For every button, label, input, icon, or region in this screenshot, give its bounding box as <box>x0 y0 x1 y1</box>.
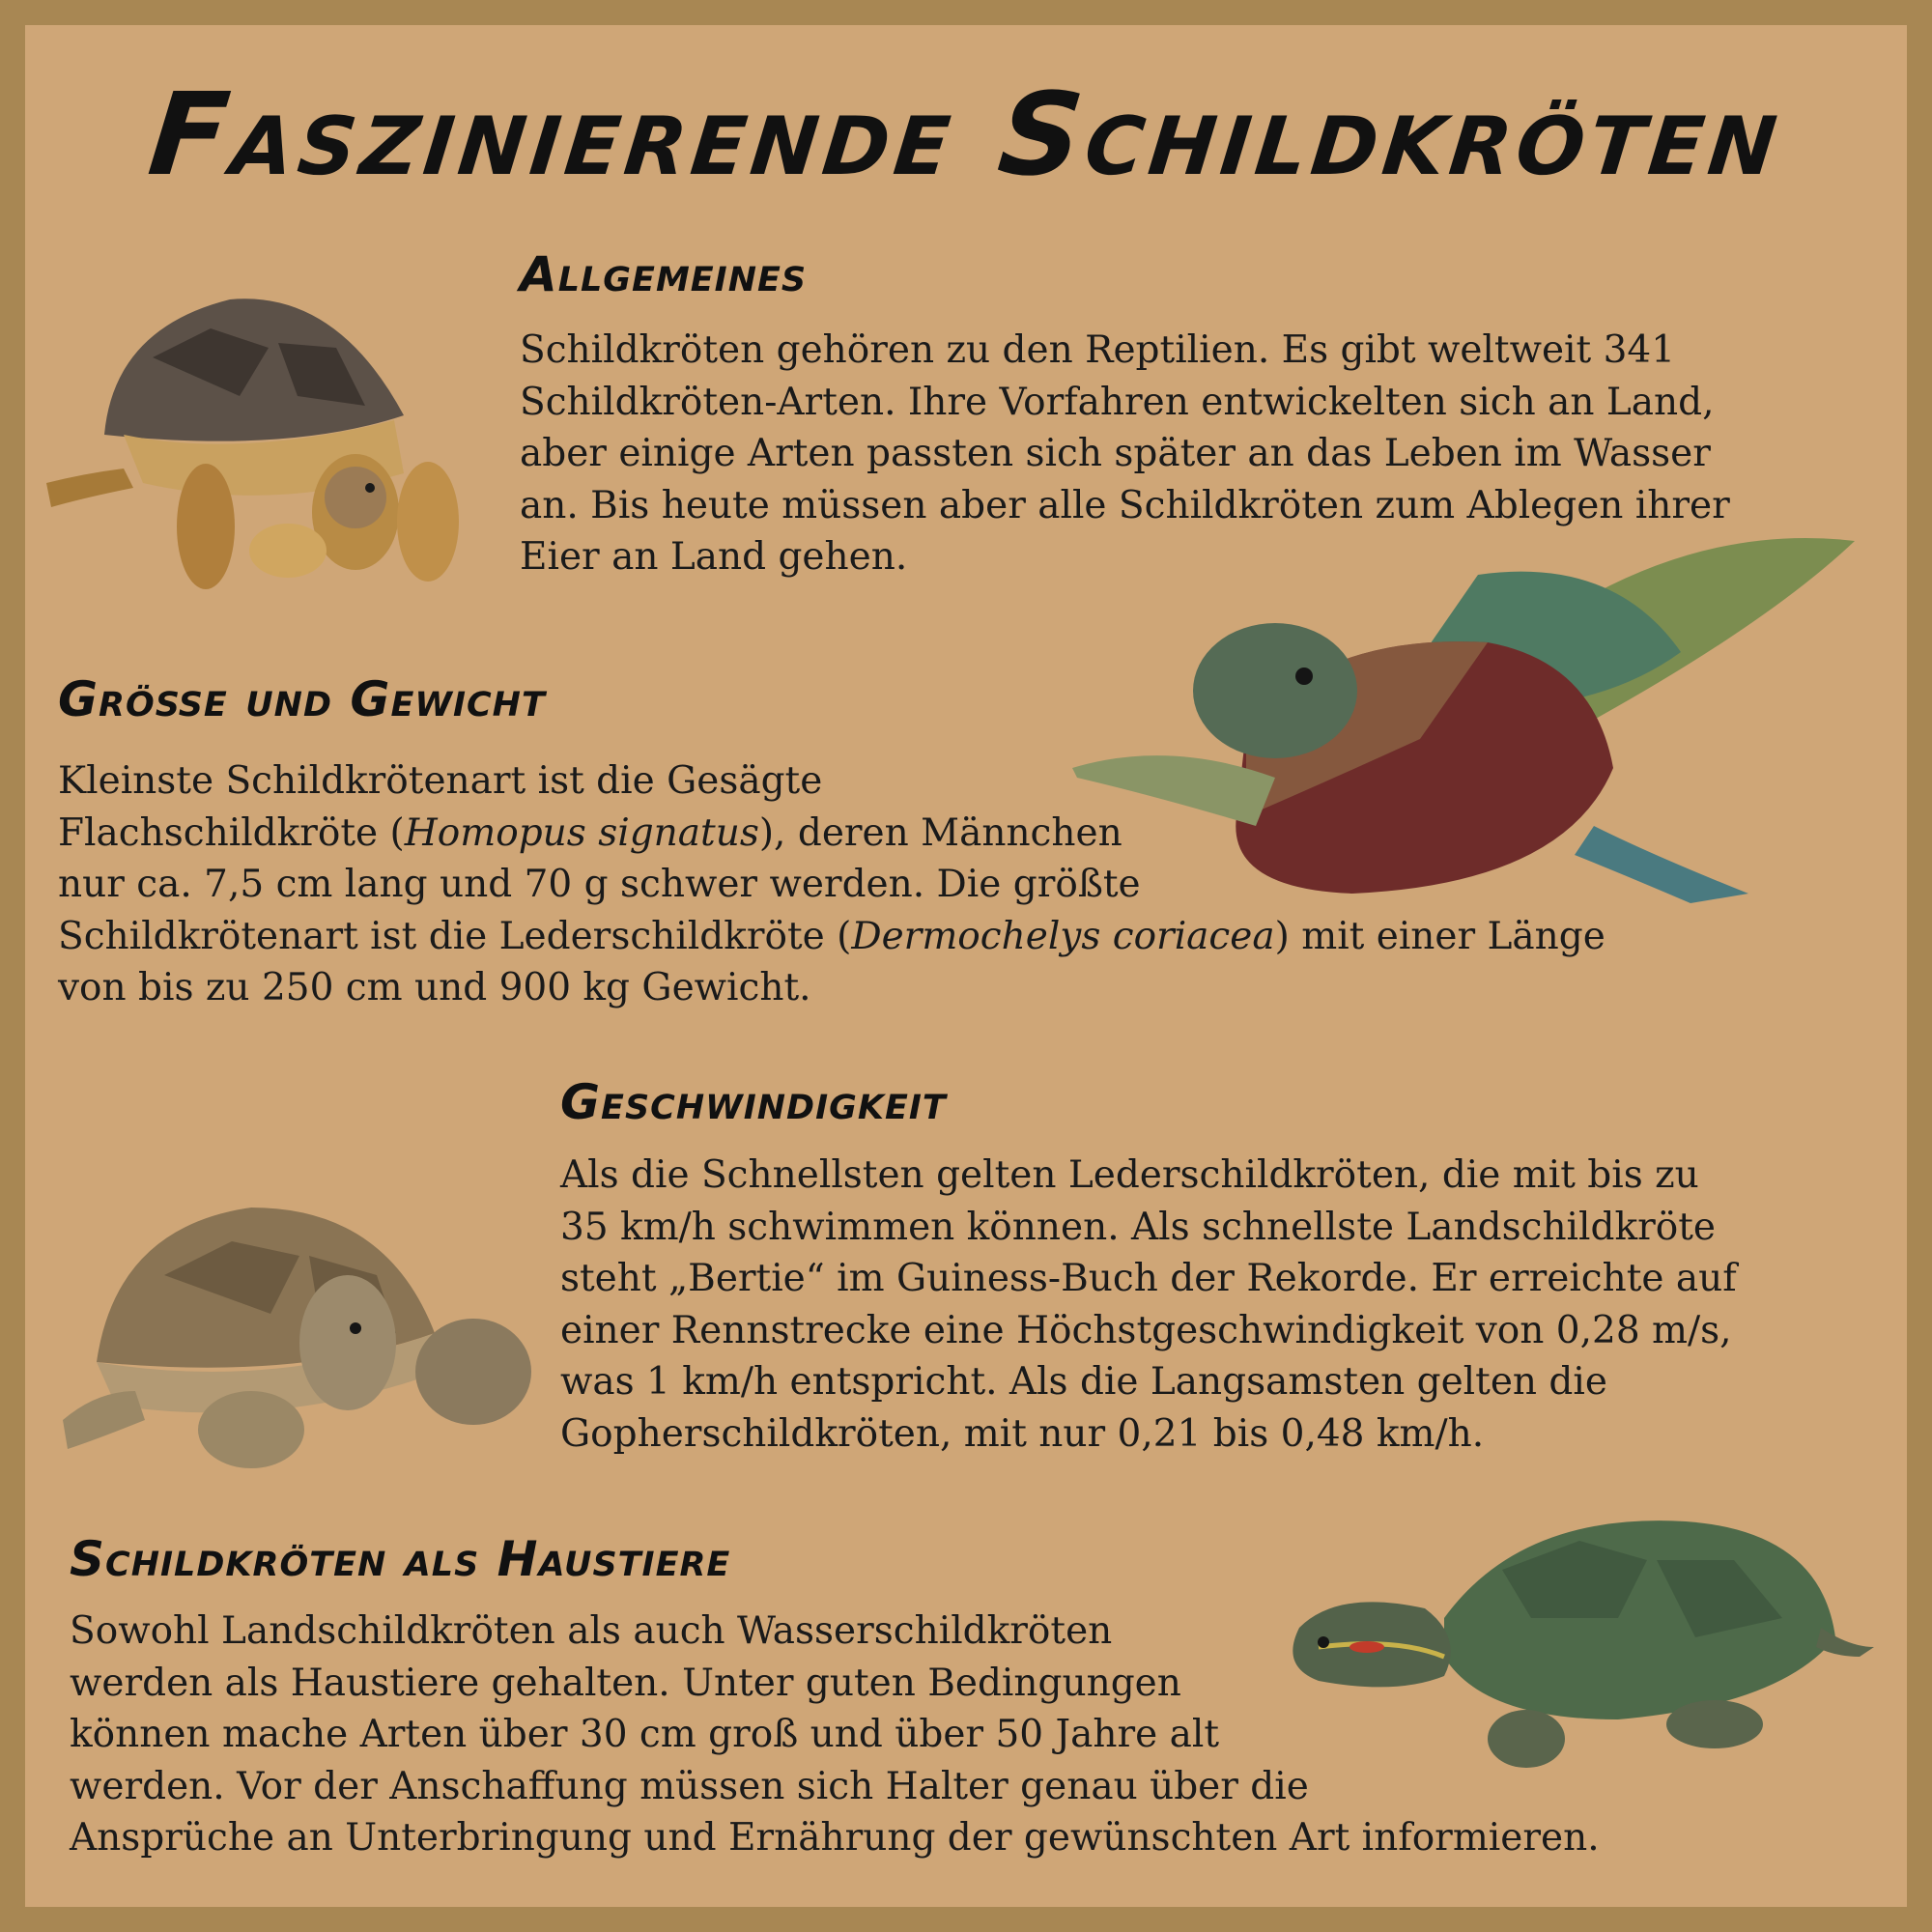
text-line <box>520 480 1730 532</box>
text-segment: Sowohl Landschildkröten als auch Wasserschildkröten <box>70 1609 1113 1653</box>
text-segment: werden als Haustiere gehalten. Unter guten Bedingungen <box>70 1661 1181 1705</box>
page-title: Faszinierende Schildkröten <box>143 68 1789 201</box>
text-segment: ) mit einer Länge <box>1274 914 1605 958</box>
text-line <box>58 962 1605 1014</box>
text-segment: aber einige Arten passten sich später an das Leben im Wasser <box>520 432 1711 475</box>
text-line <box>560 1408 1737 1461</box>
text-segment: 35 km/h schwimmen können. Als schnellste Landschildkröte <box>560 1205 1716 1249</box>
text-line <box>520 377 1730 429</box>
text-segment: was 1 km/h entspricht. Als die Langsamsten gelten die <box>560 1360 1607 1404</box>
text-line <box>520 325 1730 377</box>
text-segment: können mache Arten über 30 cm groß und über 50 Jahre alt <box>70 1713 1220 1756</box>
text-segment: werden. Vor der Anschaffung müssen sich Halter genau über die <box>70 1764 1309 1808</box>
text-segment: Eier an Land gehen. <box>520 535 908 579</box>
text-segment: Kleinste Schildkrötenart ist die Gesägte <box>58 759 823 803</box>
text-segment: an. Bis heute müssen aber alle Schildkröten zum Ablegen ihrer <box>520 483 1730 527</box>
species-name: Dermochelys coriacea <box>851 914 1275 958</box>
section-heading-allgemeines: Allgemeines <box>520 246 808 302</box>
text-segment: Gopherschildkröten, mit nur 0,21 bis 0,48 km/h. <box>560 1411 1485 1456</box>
text-segment: von bis zu 250 cm und 900 kg Gewicht. <box>58 966 811 1009</box>
species-name: Homopus signatus <box>404 810 759 855</box>
text-segment: einer Rennstrecke eine Höchstgeschwindigkeit von 0,28 m/s, <box>560 1308 1732 1352</box>
text-line <box>520 428 1730 480</box>
text-line <box>560 1356 1737 1408</box>
text-segment: Flachschildkröte ( <box>58 810 405 855</box>
text-segment: Schildkrötenart ist die Lederschildkröte ( <box>58 914 852 958</box>
sea-turtle-photo <box>1072 536 1855 903</box>
text-line <box>560 1202 1737 1254</box>
section-heading-geschwindigkeit: Geschwindigkeit <box>560 1074 947 1130</box>
section-heading-groesse-gewicht: Größe und Gewicht <box>58 671 546 727</box>
section-heading-haustiere: Schildkröten als Haustiere <box>70 1531 731 1587</box>
text-segment: ), deren Männchen <box>758 810 1122 855</box>
pond-turtle-photo <box>1280 1512 1874 1782</box>
text-segment: Schildkröten gehören zu den Reptilien. Es gibt weltweit 341 <box>520 328 1676 372</box>
text-line <box>70 1812 1600 1864</box>
text-segment: Als die Schnellsten gelten Lederschildkröten, die mit bis zu <box>560 1153 1699 1197</box>
text-segment: Schildkröten-Arten. Ihre Vorfahren entwickelten sich an Land, <box>520 380 1715 424</box>
text-line <box>560 1253 1737 1305</box>
section-text-geschwindigkeit <box>560 1150 1737 1460</box>
tortoise-photo-2 <box>58 1198 541 1488</box>
tortoise-photo-1 <box>46 290 481 589</box>
text-segment: Ansprüche an Unterbringung und Ernährung der gewünschten Art informieren. <box>70 1816 1600 1860</box>
text-segment: nur ca. 7,5 cm lang und 70 g schwer werden. Die größte <box>58 863 1141 906</box>
text-line <box>560 1150 1737 1202</box>
text-segment: steht „Bertie“ im Guiness-Buch der Rekorde. Er erreichte auf <box>560 1257 1737 1300</box>
text-line <box>560 1305 1737 1357</box>
text-line <box>58 911 1605 963</box>
